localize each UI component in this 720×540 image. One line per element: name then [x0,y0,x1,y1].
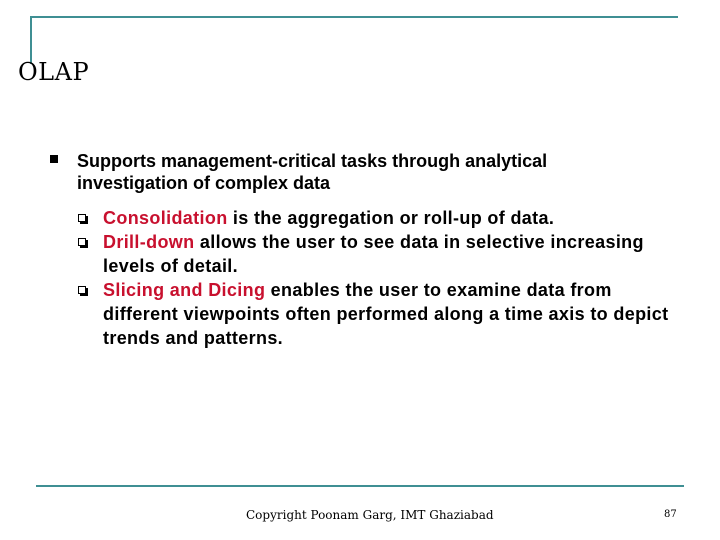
sub-bullet-list [78,206,688,350]
square-bullet-icon [50,155,58,163]
hollow-square-bullet-icon [78,214,86,222]
sub-bullet-drill-down [78,230,688,278]
term-consolidation: Consolidation [103,208,228,228]
sub-bullet-text: is the aggregation or roll-up of data. [227,208,555,228]
top-rule [30,16,678,18]
term-drill-down: Drill-down [103,232,195,252]
sub-bullet-slicing-dicing [78,278,688,350]
main-bullet-text: Supports management-critical tasks through analytical investigation of complex data [77,151,548,193]
page-number: 87 [664,509,677,520]
sub-bullet-text: enables the user to examine data from different viewpoints often performed along a time axis to depict trends and patterns. [103,280,669,348]
slide-title: OLAP [18,58,90,86]
bottom-rule [36,485,684,487]
hollow-square-bullet-icon [78,238,86,246]
hollow-square-bullet-icon [78,286,86,294]
sub-bullet-consolidation [78,206,688,230]
footer-copyright: Copyright Poonam Garg, IMT Ghaziabad [246,508,494,522]
sub-bullet-text: allows the user to see data in selective increasing levels of detail. [103,232,644,276]
term-slicing-and-dicing: Slicing and Dicing [103,280,266,300]
